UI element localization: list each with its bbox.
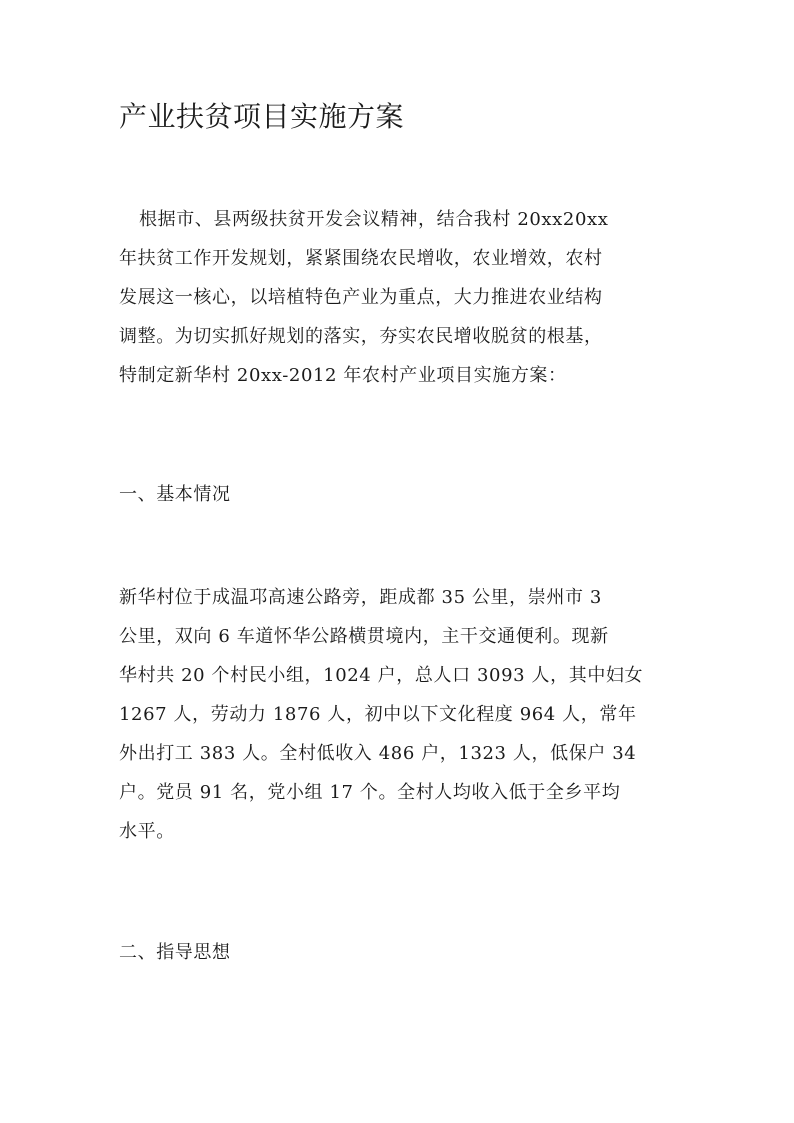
basic-info-paragraph: [119, 578, 679, 851]
document-title: 产业扶贫项目实施方案: [119, 100, 405, 133]
basic-info-line: 外出打工 383 人。全村低收入 486 户，1323 人，低保户 34: [119, 743, 637, 764]
basic-info-line: 新华村位于成温邛高速公路旁，距成都 35 公里，崇州市 3: [119, 587, 602, 608]
basic-info-line: 户。党员 91 名，党小组 17 个。全村人均收入低于全乡平均: [119, 782, 621, 803]
intro-line: 发展这一核心，以培植特色产业为重点，大力推进农业结构: [119, 287, 603, 308]
intro-line: 调整。为切实抓好规划的落实，夯实农民增收脱贫的根基，: [119, 326, 603, 347]
section-heading-basic-info: 一、基本情况: [119, 484, 231, 505]
basic-info-line: 华村共 20 个村民小组，1024 户，总人口 3093 人，其中妇女: [119, 665, 644, 686]
intro-line: 年扶贫工作开发规划，紧紧围绕农民增收，农业增效，农村: [119, 248, 603, 269]
section-heading-guiding-thought: 二、指导思想: [119, 942, 231, 963]
intro-line: 特制定新华村 20xx-2012 年农村产业项目实施方案：: [119, 365, 567, 386]
intro-paragraph: [119, 200, 679, 395]
intro-line: 根据市、县两级扶贫开发会议精神，结合我村 20xx20xx: [139, 209, 609, 230]
basic-info-line: 公里，双向 6 车道怀华公路横贯境内，主干交通便利。现新: [119, 626, 609, 647]
basic-info-line: 水平。: [119, 821, 175, 842]
basic-info-line: 1267 人，劳动力 1876 人，初中以下文化程度 964 人，常年: [119, 704, 637, 725]
